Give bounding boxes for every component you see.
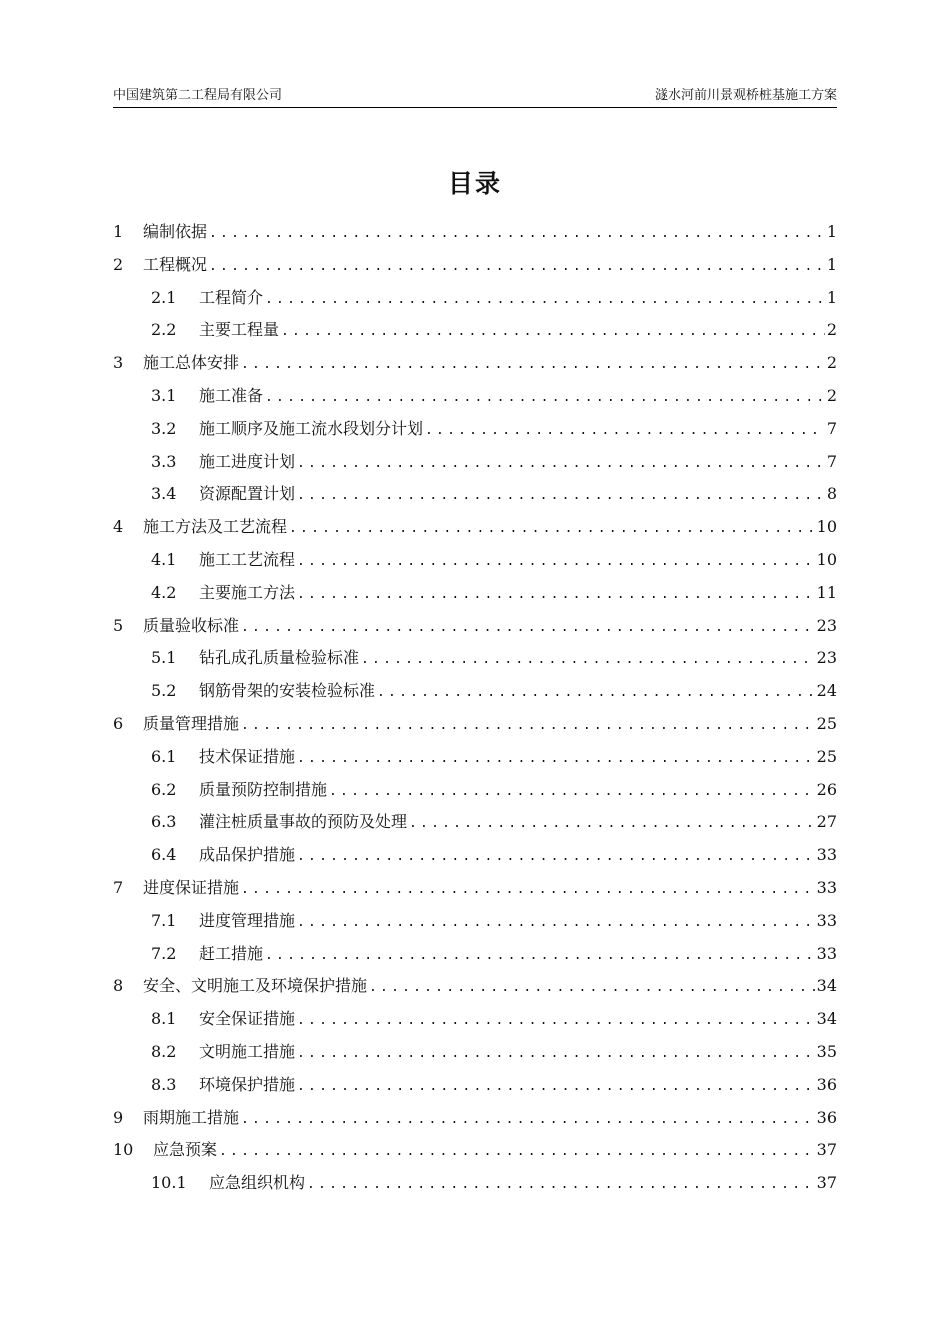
toc-entry-label: 施工顺序及施工流水段划分计划: [199, 418, 424, 438]
toc-dot-leader: [297, 1046, 815, 1061]
toc-entry-page: 1: [826, 222, 837, 241]
toc-entry[interactable]: [113, 1006, 837, 1039]
toc-entry[interactable]: [113, 613, 837, 646]
toc-dot-leader: [297, 751, 815, 766]
toc-entry-page: 33: [816, 943, 837, 963]
toc-dot-leader: [297, 915, 815, 930]
toc-entry-label: 资源配置计划: [199, 484, 296, 504]
toc-entry-label: 赶工措施: [199, 943, 264, 963]
toc-dot-leader: [361, 652, 815, 667]
toc-entry-page: 33: [816, 845, 837, 865]
toc-entry-label: 钻孔成孔质量检验标准: [199, 648, 360, 668]
toc-dot-leader: [289, 521, 815, 536]
toc-entry-page: 24: [816, 681, 837, 701]
toc-dot-leader: [241, 882, 815, 897]
toc-entry-label: 施工工艺流程: [199, 549, 296, 569]
toc-entry-label: 质量管理措施: [143, 713, 240, 733]
toc-dot-leader: [297, 554, 815, 569]
toc-entry-page: 2: [826, 353, 837, 373]
toc-entry[interactable]: [113, 809, 837, 842]
toc-entry-page: 7: [826, 451, 837, 471]
toc-dot-leader: [241, 620, 815, 635]
toc-entry-label: 主要施工方法: [199, 582, 296, 602]
toc-entry-page: 8: [826, 484, 837, 504]
toc-dot-leader: [265, 948, 815, 963]
toc-entry[interactable]: [113, 711, 837, 744]
toc-entry-page: 34: [816, 1009, 837, 1029]
toc-entry-number: 4: [113, 517, 124, 537]
toc-entry[interactable]: [113, 252, 837, 285]
toc-dot-leader: [369, 980, 815, 995]
toc-entry-page: 10: [816, 517, 837, 537]
toc-entry-number: 3.2: [151, 418, 177, 438]
toc-entry-number: 6.3: [151, 812, 177, 832]
toc-entry-number: 2: [113, 254, 124, 274]
toc-dot-leader: [209, 226, 825, 241]
toc-entry[interactable]: [113, 1170, 837, 1203]
toc-entry-label: 应急预案: [153, 1140, 218, 1160]
toc-entry[interactable]: [113, 547, 837, 580]
toc-entry-number: 5.2: [151, 681, 177, 701]
toc-entry[interactable]: [113, 285, 837, 318]
toc-entry-page: 27: [816, 812, 837, 832]
toc-dot-leader: [209, 259, 825, 274]
toc-entry-page: 7: [826, 418, 837, 438]
toc-entry[interactable]: [113, 219, 837, 252]
toc-dot-leader: [241, 357, 825, 372]
toc-dot-leader: [377, 685, 815, 700]
toc-entry[interactable]: [113, 645, 837, 678]
toc-entry-number: 7: [113, 877, 124, 897]
toc-entry-page: 36: [816, 1074, 837, 1094]
toc-entry-page: 10: [816, 549, 837, 569]
toc-entry[interactable]: [113, 580, 837, 613]
toc-entry-page: 25: [816, 713, 837, 733]
toc-entry-number: 10: [113, 1140, 134, 1160]
toc-entry[interactable]: [113, 908, 837, 941]
toc-entry-label: 灌注桩质量事故的预防及处理: [199, 812, 408, 832]
toc-entry-label: 施工总体安排: [143, 353, 240, 373]
toc-dot-leader: [241, 718, 815, 733]
toc-entry-page: 36: [816, 1107, 837, 1127]
toc-dot-leader: [297, 1079, 815, 1094]
toc-entry-page: 23: [816, 615, 837, 635]
toc-entry-number: 10.1: [151, 1173, 187, 1193]
toc-dot-leader: [307, 1177, 815, 1192]
toc-entry-number: 4.1: [151, 549, 177, 569]
toc-entry-number: 5.1: [151, 648, 177, 668]
toc-entry[interactable]: [113, 842, 837, 875]
toc-entry-number: 5: [113, 615, 124, 635]
toc-entry-label: 施工进度计划: [199, 451, 296, 471]
header-company: 中国建筑第二工程局有限公司: [113, 88, 283, 103]
toc-entry-number: 8: [113, 976, 124, 996]
toc-entry-page: 37: [816, 1173, 837, 1193]
toc-entry-page: 33: [816, 910, 837, 930]
toc-entry[interactable]: [113, 744, 837, 777]
page-title: 目录: [447, 169, 502, 198]
toc-entry-number: 7.1: [151, 910, 177, 930]
toc-entry-page: 37: [816, 1140, 837, 1160]
toc-entry-label: 施工准备: [199, 385, 264, 405]
toc-dot-leader: [241, 1112, 815, 1127]
toc-entry[interactable]: [113, 1072, 837, 1105]
toc-dot-leader: [297, 587, 815, 602]
toc-entry[interactable]: [113, 383, 837, 416]
toc-entry-label: 雨期施工措施: [143, 1107, 240, 1127]
toc-dot-leader: [425, 423, 825, 438]
toc-entry-label: 安全、文明施工及环境保护措施: [143, 976, 368, 996]
toc-entry-number: 4.2: [151, 582, 177, 602]
toc-entry-number: 8.3: [151, 1074, 177, 1094]
toc-entry-number: 3.3: [151, 451, 177, 471]
toc-entry-label: 应急组织机构: [209, 1173, 306, 1193]
toc-entry-page: 35: [816, 1041, 837, 1061]
toc-entry-label: 安全保证措施: [199, 1009, 296, 1029]
toc-entry-label: 主要工程量: [199, 320, 280, 340]
toc-entry-label: 进度管理措施: [199, 910, 296, 930]
toc-entry-page: 33: [816, 877, 837, 897]
toc-entry-number: 6.2: [151, 779, 177, 799]
header-doc-title: 澻水河前川景观桥桩基施工方案: [654, 88, 837, 103]
toc-entry-label: 编制依据: [143, 222, 208, 241]
toc-dot-leader: [297, 456, 825, 471]
toc-entry[interactable]: [113, 941, 837, 974]
toc-entry-label: 质量预防控制措施: [199, 779, 328, 799]
toc-entry[interactable]: [113, 481, 837, 514]
toc-dot-leader: [281, 324, 825, 339]
toc-entry[interactable]: [113, 416, 837, 449]
toc-entry-number: 6.1: [151, 746, 177, 766]
toc-dot-leader: [297, 1013, 815, 1028]
toc-dot-leader: [409, 816, 815, 831]
toc-entry-number: 6.4: [151, 845, 177, 865]
toc-entry-page: 23: [816, 648, 837, 668]
toc-dot-leader: [265, 390, 825, 405]
toc-entry-number: 6: [113, 713, 124, 733]
toc-entry-page: 25: [816, 746, 837, 766]
toc-entry-page: 2: [826, 385, 837, 405]
toc-entry[interactable]: [113, 678, 837, 711]
toc-entry[interactable]: [113, 1137, 837, 1170]
toc-entry-page: 2: [826, 320, 837, 340]
toc-dot-leader: [219, 1144, 815, 1159]
toc-entry-label: 成品保护措施: [199, 845, 296, 865]
toc-entry-number: 3: [113, 353, 124, 373]
toc-dot-leader: [297, 488, 825, 503]
toc-entry[interactable]: [113, 514, 837, 547]
toc-entry-page: 1: [826, 254, 837, 274]
toc-entry-label: 工程概况: [143, 254, 208, 274]
table-of-contents: [113, 219, 837, 1203]
toc-dot-leader: [329, 784, 815, 799]
toc-entry[interactable]: [113, 1039, 837, 1072]
toc-entry-number: 9: [113, 1107, 124, 1127]
toc-entry-number: 3.1: [151, 385, 177, 405]
toc-entry[interactable]: [113, 875, 837, 908]
toc-entry-label: 文明施工措施: [199, 1041, 296, 1061]
toc-dot-leader: [297, 849, 815, 864]
toc-entry[interactable]: [113, 1105, 837, 1138]
toc-entry-page: 1: [826, 287, 837, 307]
toc-entry[interactable]: [113, 973, 837, 1006]
toc-entry-label: 施工方法及工艺流程: [143, 517, 288, 537]
toc-entry-number: 1: [113, 222, 124, 241]
toc-entry-label: 工程简介: [199, 287, 264, 307]
toc-entry-label: 环境保护措施: [199, 1074, 296, 1094]
toc-entry-page: 26: [816, 779, 837, 799]
toc-entry[interactable]: [113, 449, 837, 482]
toc-entry[interactable]: [113, 350, 837, 383]
toc-entry-label: 钢筋骨架的安装检验标准: [199, 681, 376, 701]
toc-entry-number: 8.1: [151, 1009, 177, 1029]
toc-entry[interactable]: [113, 777, 837, 810]
toc-entry-page: 11: [816, 582, 837, 602]
toc-entry-number: 3.4: [151, 484, 177, 504]
toc-dot-leader: [265, 292, 825, 307]
toc-entry-number: 8.2: [151, 1041, 177, 1061]
toc-entry-number: 2.1: [151, 287, 177, 307]
toc-entry-page: 34: [816, 976, 837, 996]
page-header: [113, 84, 837, 108]
toc-entry-label: 技术保证措施: [199, 746, 296, 766]
toc-entry-label: 进度保证措施: [143, 877, 240, 897]
toc-entry-label: 质量验收标准: [143, 615, 240, 635]
toc-entry[interactable]: [113, 317, 837, 350]
toc-entry-number: 7.2: [151, 943, 177, 963]
toc-entry-number: 2.2: [151, 320, 177, 340]
